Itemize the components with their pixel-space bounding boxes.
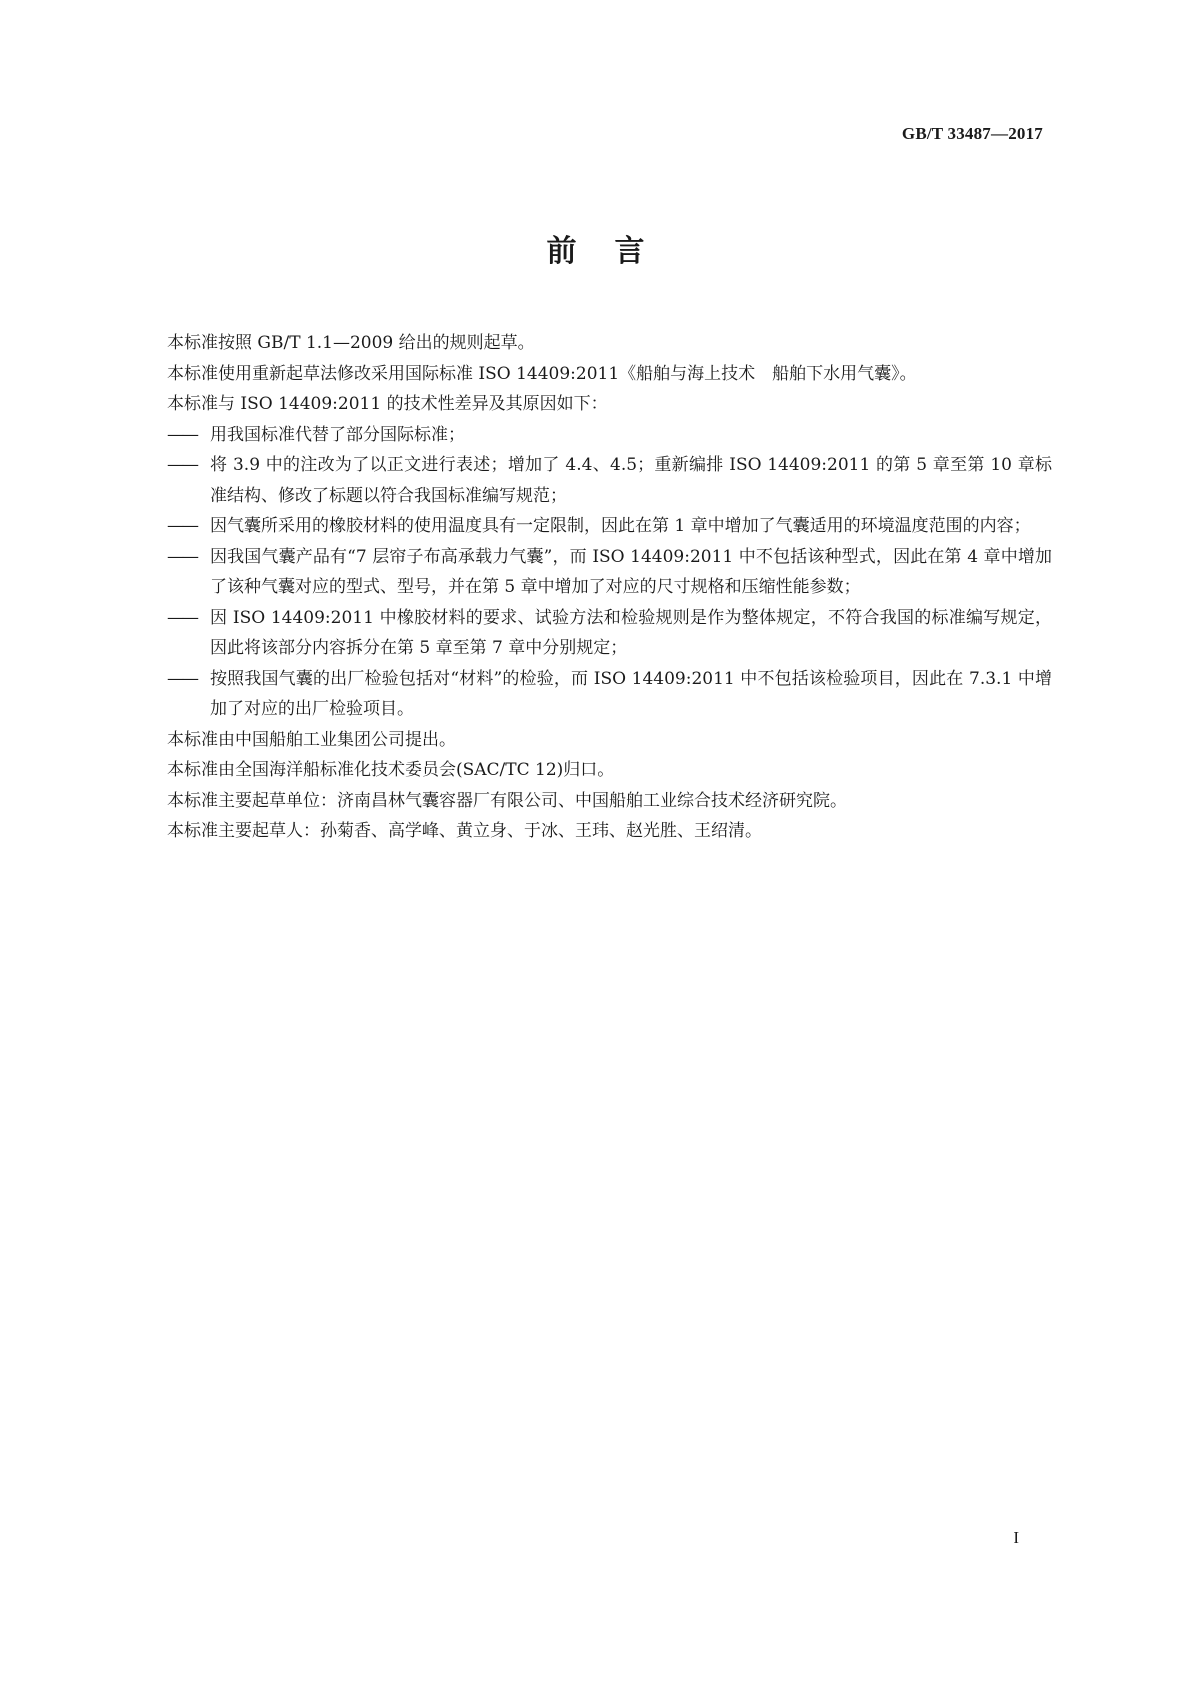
difference-item — [167, 420, 1052, 451]
intro-paragraph-1: 本标准按照 GB/T 1.1—2009 给出的规则起草。 — [167, 333, 535, 353]
difference-text: 因气囊所采用的橡胶材料的使用温度具有一定限制，因此在第 1 章中增加了气囊适用的环境温度范围的内容； — [210, 516, 1031, 536]
dash-marker: —— — [167, 455, 197, 475]
difference-text: 因我国气囊产品有“7 层帘子布高承载力气囊”，而 ISO 14409:2011 中不包括该种型式，因此在第 4 章中增加了该种气囊对应的型式、型号，并在第 5 章中增加了对应的尺寸规格和压缩性能参数； — [210, 546, 1052, 597]
page-title: 前言 — [546, 234, 683, 269]
intro-paragraph-2: 本标准使用重新起草法修改采用国际标准 ISO 14409:2011《船舶与海上技术 船舶下水用气囊》。 — [167, 363, 917, 384]
page-number: I — [1013, 1528, 1019, 1547]
dash-marker: —— — [167, 424, 197, 445]
dash-marker: —— — [167, 607, 197, 628]
closing-paragraph-2: 本标准由全国海洋船标准化技术委员会(SAC/TC 12)归口。 — [167, 760, 615, 780]
closing-paragraph-4: 本标准主要起草人：孙菊香、高学峰、黄立身、于冰、王玮、赵光胜、王绍清。 — [167, 821, 762, 841]
difference-text: 用我国标准代替了部分国际标准； — [210, 424, 465, 445]
closing-paragraph-1: 本标准由中国船舶工业集团公司提出。 — [167, 729, 456, 750]
standard-code: GB/T 33487—2017 — [901, 124, 1043, 143]
difference-item — [167, 511, 1052, 542]
difference-text: 将 3.9 中的注改为了以正文进行表述；增加了 4.4、4.5；重新编排 ISO 14409:2011 的第 5 章至第 10 章标准结构、修改了标题以符合我国标准编写规范； — [210, 455, 1052, 506]
dash-marker: —— — [167, 516, 197, 536]
dash-marker: —— — [167, 668, 197, 689]
difference-item — [167, 542, 1052, 603]
foreword-body — [167, 328, 1052, 847]
intro-paragraph-3: 本标准与 ISO 14409:2011 的技术性差异及其原因如下： — [167, 394, 608, 414]
difference-item — [167, 603, 1052, 664]
difference-item — [167, 450, 1052, 511]
difference-text: 因 ISO 14409:2011 中橡胶材料的要求、试验方法和检验规则是作为整体规定，不符合我国的标准编写规定，因此将该部分内容拆分在第 5 章至第 7 章中分别规定； — [210, 607, 1052, 658]
difference-text: 按照我国气囊的出厂检验包括对“材料”的检验，而 ISO 14409:2011 中不包括该检验项目，因此在 7.3.1 中增加了对应的出厂检验项目。 — [210, 668, 1052, 719]
dash-marker: —— — [167, 546, 197, 567]
closing-paragraph-3: 本标准主要起草单位：济南昌林气囊容器厂有限公司、中国船舶工业综合技术经济研究院。 — [167, 790, 847, 811]
difference-item — [167, 664, 1052, 725]
